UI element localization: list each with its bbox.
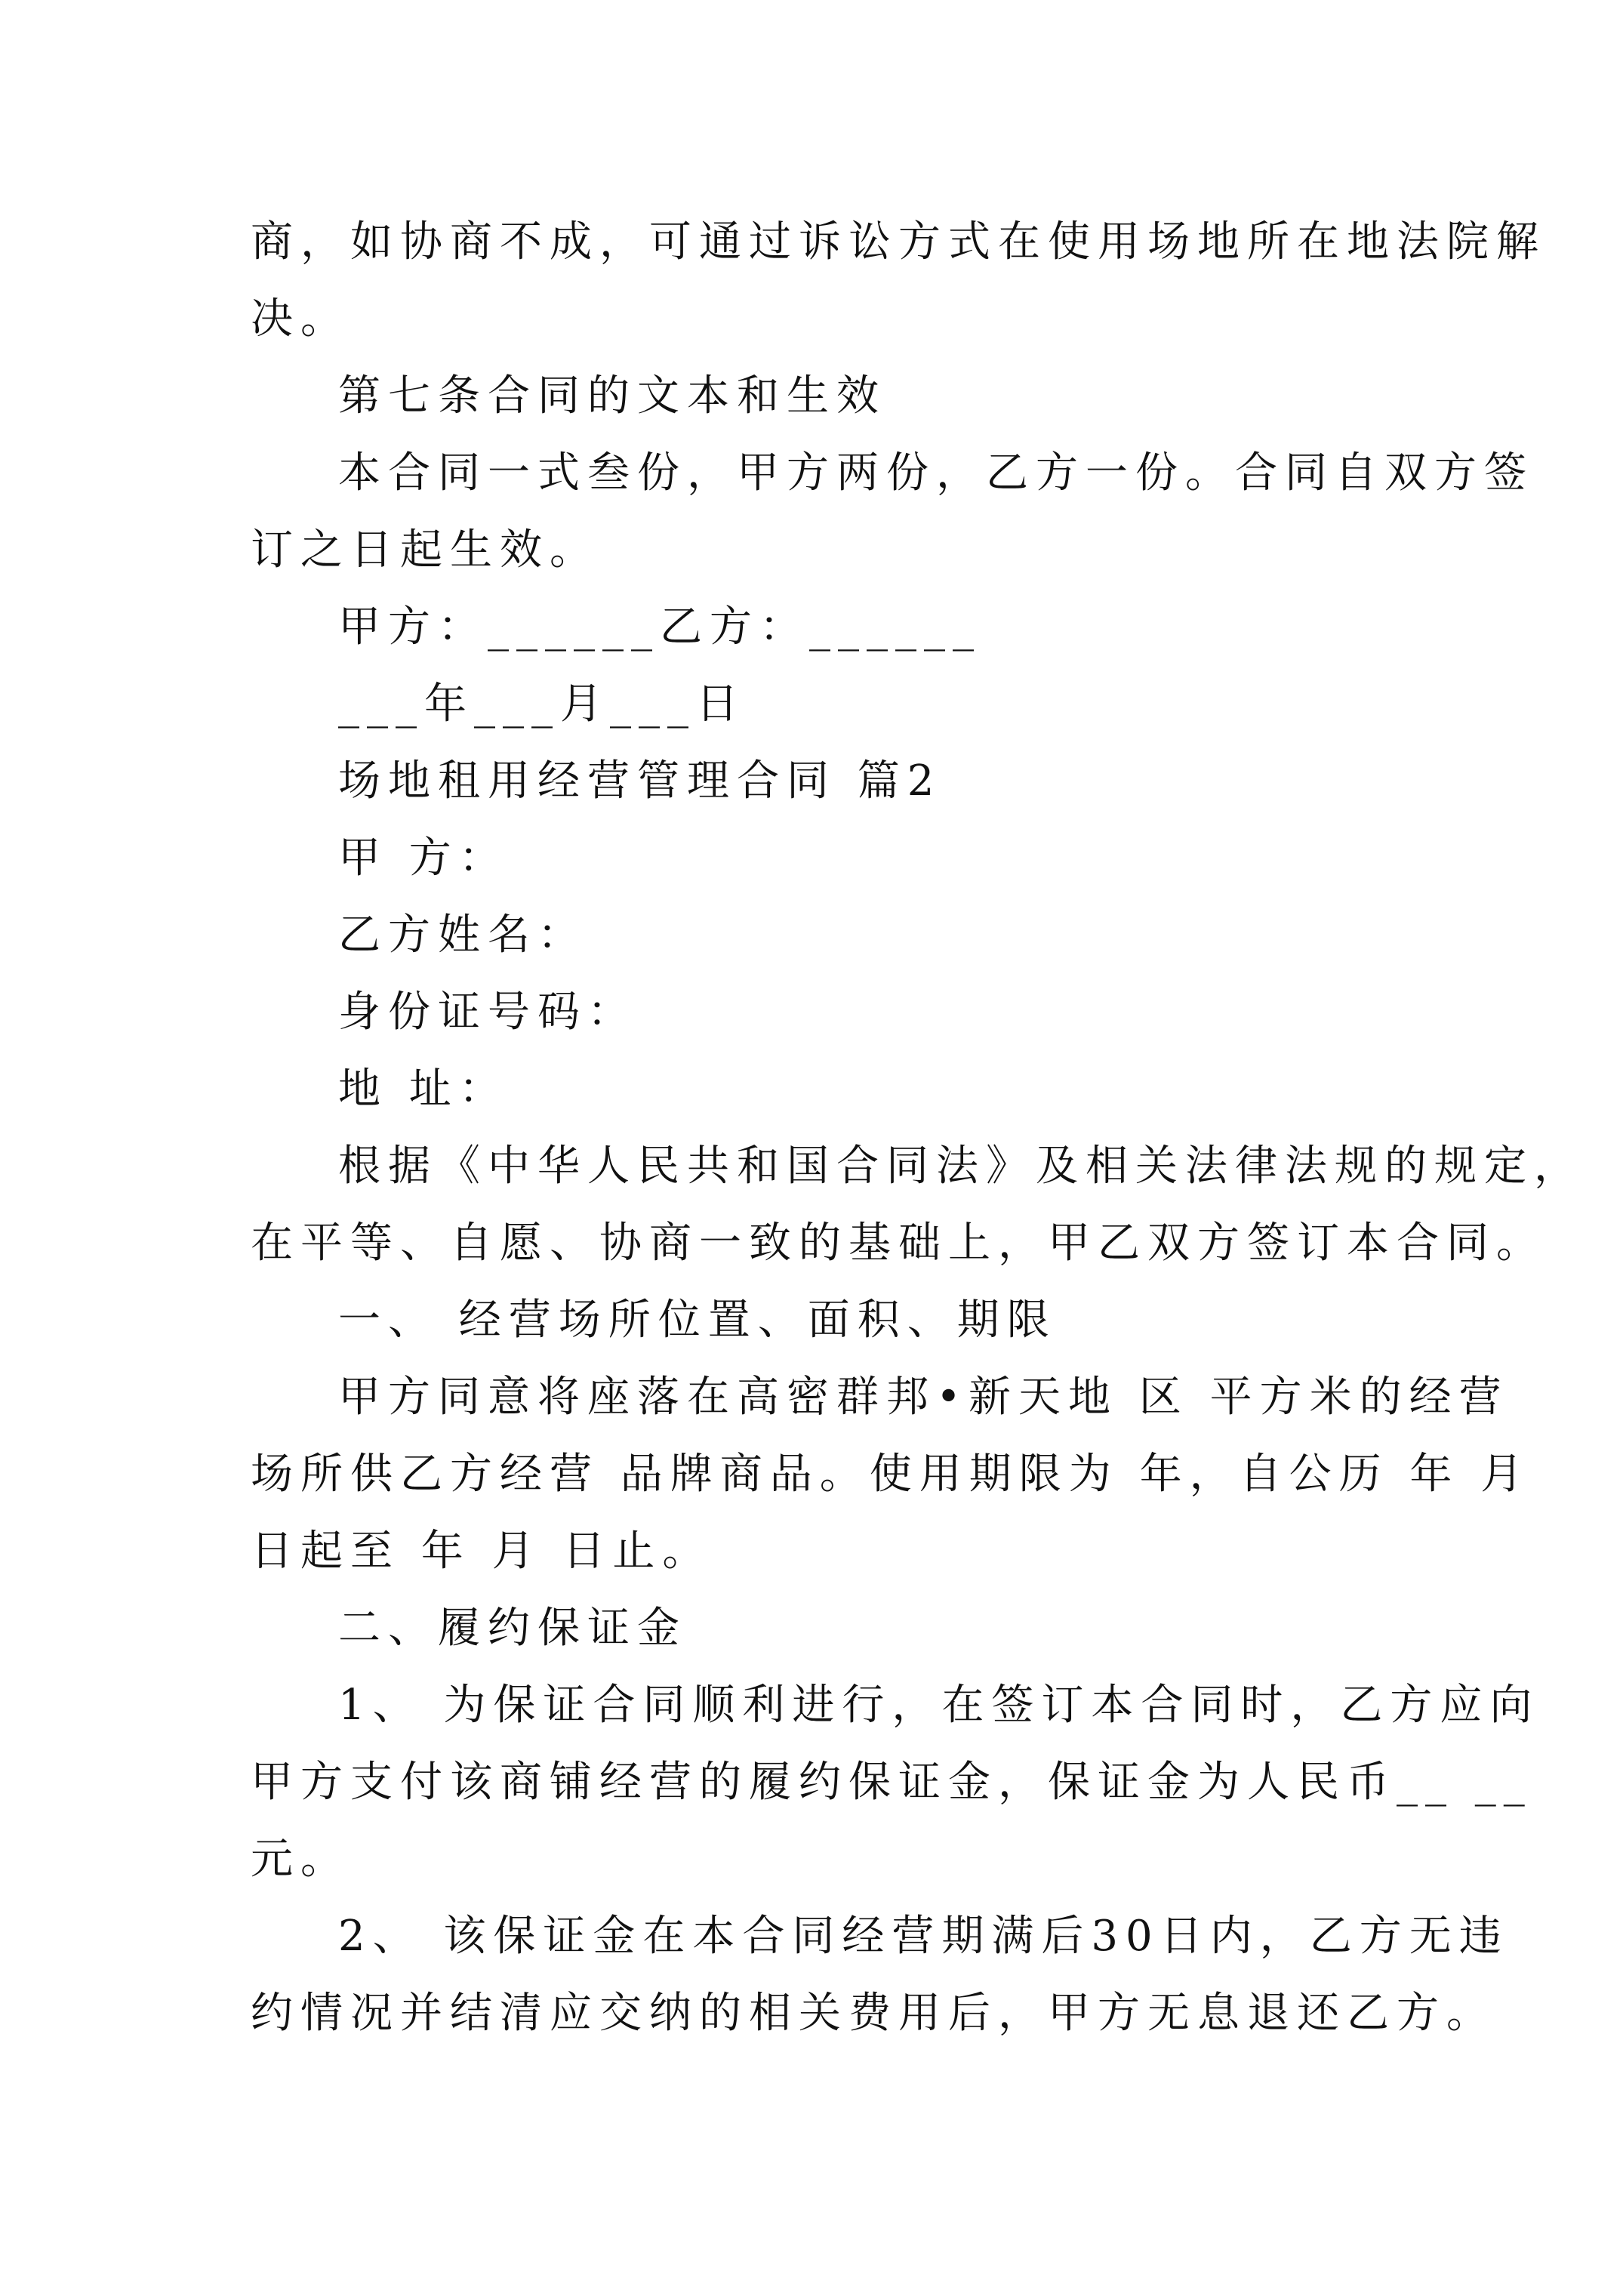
- text-line-4: 本合同一式叁份，甲方两份，乙方一份。合同自双方签: [338, 448, 1534, 498]
- article-7-heading: 第七条合同的文本和生效: [338, 371, 886, 421]
- text-line-22: 元。: [251, 1835, 350, 1884]
- text-line-23: 2、 该保证金在本合同经营期满后30日内，乙方无违: [338, 1912, 1509, 1961]
- text-line-5: 订之日起生效。: [251, 525, 599, 575]
- text-line-21: 甲方支付该商铺经营的履约保证金，保证金为人民币__ __: [251, 1758, 1532, 1807]
- text-line-1: 商，如协商不成，可通过诉讼方式在使用场地所在地法院解: [251, 217, 1546, 267]
- address-field: 地 址：: [338, 1065, 509, 1114]
- text-line-13: 根据《中华人民共和国合同法》及相关法律法规的规定，: [338, 1142, 1584, 1191]
- text-line-14: 在平等、自愿、协商一致的基础上，甲乙双方签订本合同。: [251, 1219, 1546, 1268]
- id-number-field: 身份证号码：: [338, 988, 637, 1037]
- text-line-24: 约情况并结清应交纳的相关费用后，甲方无息退还乙方。: [251, 1989, 1496, 2038]
- date-line: ___年___月___日: [338, 680, 746, 729]
- clause-1-heading: 一、 经营场所位置、面积、期限: [338, 1296, 1057, 1345]
- party-b-name-field: 乙方姓名：: [338, 911, 587, 960]
- signature-line: 甲方：______乙方：______: [338, 603, 981, 652]
- text-line-17: 场所供乙方经营 品牌商品。使用期限为 年，自公历 年 月: [251, 1450, 1531, 1499]
- section-title: 场地租用经营管理合同 篇2: [338, 757, 942, 806]
- text-line-20: 1、 为保证合同顺利进行，在签订本合同时，乙方应向: [338, 1681, 1540, 1730]
- text-line-18: 日起至 年 月 日止。: [251, 1527, 713, 1576]
- party-a-field: 甲 方：: [338, 834, 509, 883]
- clause-2-heading: 二、履约保证金: [338, 1604, 687, 1653]
- text-line-2: 决。: [251, 294, 350, 344]
- text-line-16: 甲方同意将座落在高密群邦•新天地 区 平方米的经营: [338, 1373, 1509, 1422]
